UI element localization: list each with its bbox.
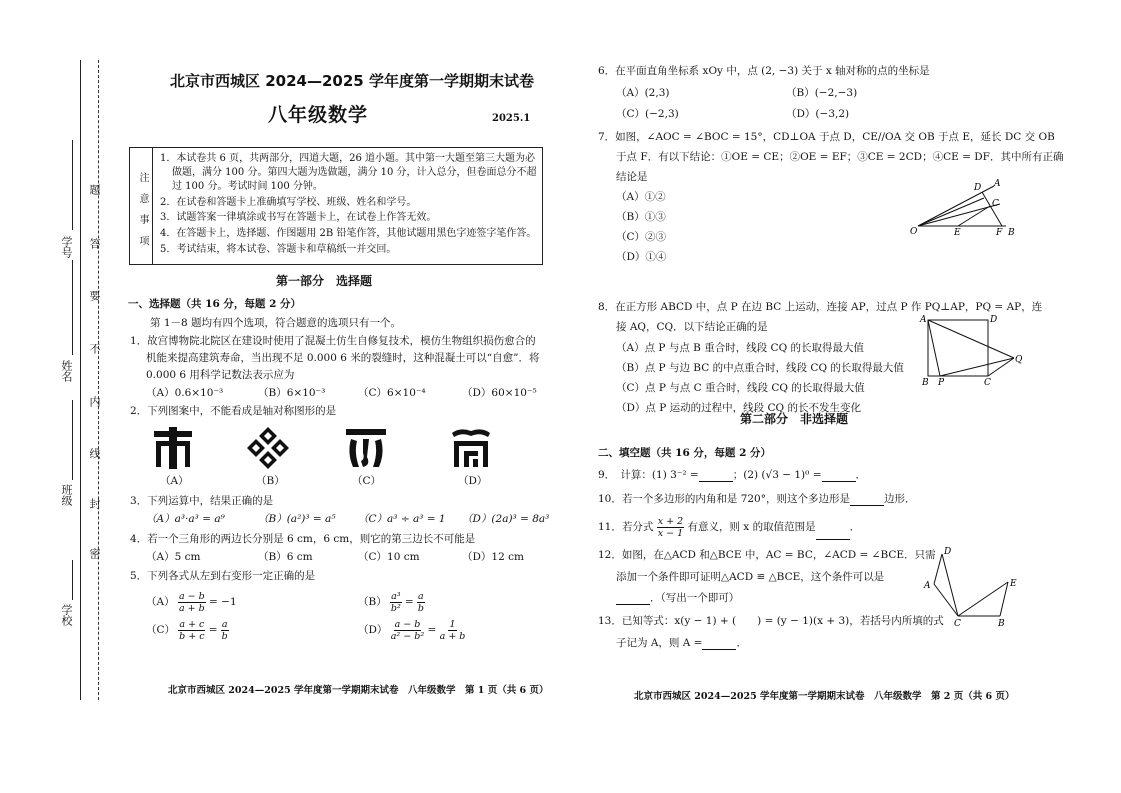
- numerator: a: [221, 618, 228, 630]
- q10-part2: 边形．: [884, 493, 916, 505]
- school-label: 学校: [60, 604, 73, 626]
- fig-label: E: [1010, 579, 1017, 589]
- q3-option[interactable]: （B）(a²)³ = a⁵: [258, 513, 336, 525]
- q10: [598, 492, 916, 506]
- q3-option[interactable]: （C）a³ ÷ a³ = 1: [358, 513, 446, 525]
- number-label: 学号: [60, 236, 73, 258]
- fig-label: D: [944, 547, 952, 557]
- fraction: [178, 591, 206, 614]
- numerator: a + c: [179, 618, 205, 630]
- name-label: 姓名: [60, 360, 73, 382]
- pattern-a-figure[interactable]: [150, 425, 196, 471]
- fig-label: D: [990, 315, 998, 325]
- q11-part1: 11．若分式: [598, 521, 654, 533]
- q10-blank[interactable]: [850, 495, 884, 506]
- class-label: 班级: [60, 484, 73, 506]
- q9-part2: ；(2) (√3 − 1)⁰ =: [732, 469, 822, 481]
- q13-line-2-text: 子记为 A，则 A =: [616, 637, 703, 649]
- seal-char: 内: [88, 396, 101, 407]
- fig-label: C: [954, 619, 961, 628]
- q11: [598, 514, 860, 540]
- equals-sign: =: [208, 624, 218, 636]
- q8-option[interactable]: （D）点 P 运动的过程中，线段 CQ 的长不发生变化: [616, 402, 861, 414]
- q3-stem: 3．下列运算中，结果正确的是: [130, 495, 274, 507]
- q11-part2: 有意义，则 x 的取值范围是: [687, 521, 816, 533]
- q6-option[interactable]: （A）(2,3): [616, 87, 670, 99]
- fig-label: B: [922, 378, 929, 388]
- pattern-c-figure[interactable]: [343, 425, 389, 471]
- q12-line-3-text: ．（写出一个即可）: [650, 592, 740, 604]
- q2-label: （D）: [458, 475, 488, 487]
- fraction: [657, 516, 684, 539]
- q2-stem: 2．下列图案中，不能看成是轴对称图形的是: [130, 405, 337, 417]
- denominator: a + b: [439, 630, 466, 642]
- q12-blank[interactable]: [616, 594, 650, 605]
- fraction: [390, 591, 401, 614]
- seal-char: 题: [88, 184, 101, 195]
- fig-label: F: [996, 228, 1003, 238]
- q5-rhs: = −1: [209, 596, 237, 608]
- section1-note: 第 1－8 题均有四个选项，符合题意的选项只有一个。: [150, 317, 402, 329]
- q4-option[interactable]: （B）6 cm: [258, 551, 313, 563]
- q7-option[interactable]: （A）①②: [616, 191, 666, 203]
- school-blank[interactable]: [72, 560, 73, 600]
- q8-option[interactable]: （C）点 P 与点 C 重合时，线段 CQ 的长取得最大值: [616, 382, 865, 394]
- q3-option[interactable]: （D）(2a)³ = 8a³: [462, 513, 550, 525]
- q1-option[interactable]: （D）60×10⁻⁵: [462, 387, 537, 399]
- q3-option[interactable]: （A）a³·a³ = a⁹: [146, 513, 225, 525]
- numerator: x + 2: [657, 515, 684, 527]
- q6-option[interactable]: （D）(−3,2): [786, 108, 850, 120]
- notice-label-cell: [130, 148, 153, 264]
- q12-line-3: [616, 591, 739, 605]
- fig-label: O: [910, 227, 918, 237]
- q1-option[interactable]: （C）6×10⁻⁴: [358, 387, 426, 399]
- pattern-d-figure[interactable]: [448, 425, 494, 471]
- q9: [598, 468, 866, 482]
- q7-option[interactable]: （D）①④: [616, 251, 667, 263]
- fig-label: A: [924, 581, 931, 591]
- numerator: 1: [449, 618, 456, 630]
- fraction: [440, 619, 466, 642]
- q1-line: 0.000 6 用科学记数法表示应为: [146, 369, 295, 381]
- q7-geometry-figure: [908, 176, 1020, 238]
- fig-label: D: [974, 183, 982, 193]
- section1-title: 一、选择题（共 16 分，每题 2 分）: [128, 298, 302, 310]
- q1-line: 机能来提高建筑寿命，当出现不足 0.000 6 米的裂缝时，这种混凝土可以“自愈”．将: [146, 352, 540, 364]
- class-blank[interactable]: [72, 400, 73, 480]
- denominator: b: [221, 630, 228, 642]
- fig-label: A: [920, 315, 927, 325]
- q13-line-1: 13．已知等式：x(y − 1) + ( ) = (y − 1)(x + 3)，若括号内所填的式: [598, 615, 944, 627]
- q6-stem: 6．在平面直角坐标系 xOy 中，点 (2, −3) 关于 x 轴对称的点的坐标是: [598, 65, 930, 77]
- q9-blank-1[interactable]: [699, 471, 733, 482]
- seal-char: 封: [88, 498, 101, 509]
- q1-option[interactable]: （B）6×10⁻³: [258, 387, 326, 399]
- numerator: a − b: [394, 618, 421, 630]
- q5-stem: 5．下列各式从左到右变形一定正确的是: [130, 570, 316, 582]
- q8-square-figure: [918, 312, 1022, 388]
- denominator: a + b: [178, 602, 205, 614]
- q5-option-label: （B）: [358, 596, 387, 608]
- denominator: b²: [390, 602, 401, 614]
- seal-char: 答: [88, 238, 101, 249]
- q6-option[interactable]: （B）(−2,−3): [786, 87, 858, 99]
- q10-part1: 10．若一个多边形的内角和是 720°，则这个多边形是: [598, 493, 850, 505]
- fig-label: Q: [1015, 355, 1022, 365]
- notice-line: 3．试题答案一律填涂或书写在答题卡上，在试卷上作答无效。: [160, 212, 437, 223]
- q8-line: 8．在正方形 ABCD 中，点 P 在边 BC 上运动，连接 AP，过点 P 作 PQ⊥AP，PQ = AP，连: [598, 301, 1043, 313]
- notice-line: 1．本试卷共 6 页，共两部分，四道大题，26 道小题。其中第一大题至第三大题为必: [160, 153, 535, 164]
- seal-char: 要: [88, 290, 101, 301]
- fig-label: B: [1008, 228, 1015, 238]
- q5-option-d[interactable]: [358, 618, 465, 642]
- numerator: a³: [391, 590, 401, 602]
- seal-char: 不: [88, 343, 101, 354]
- exam-title: 北京市西城区 2024—2025 学年度第一学期期末试卷: [170, 72, 534, 90]
- q4-stem: 4．若一个三角形的两边长分别是 6 cm，6 cm，则它的第三边长不可能是: [130, 533, 476, 545]
- page1-footer: 北京市西城区 2024—2025 学年度第一学期期末试卷 八年级数学 第 1 页（共 6 页）: [168, 685, 549, 696]
- fraction: [391, 619, 424, 642]
- fig-label: E: [954, 228, 961, 238]
- denominator: b: [417, 602, 424, 614]
- notice-line: 过 100 分。考试时间 100 分钟。: [172, 181, 323, 192]
- denominator: a² − b²: [390, 630, 425, 642]
- q5-option-label: （A）: [146, 596, 175, 608]
- q8-option[interactable]: （B）点 P 与边 BC 的中点重合时，线段 CQ 的长取得最大值: [616, 362, 904, 374]
- part1-title: 第一部分 选择题: [276, 274, 373, 288]
- q11-end: ．: [849, 521, 861, 533]
- q5-option-label: （D）: [358, 624, 388, 636]
- q7-line: 结论是: [616, 171, 648, 183]
- page2-footer: 北京市西城区 2024—2025 学年度第一学期期末试卷 八年级数学 第 2 页（共 6 页）: [634, 691, 1015, 702]
- exam-subject: 八年级数学: [268, 104, 369, 126]
- q5-option-label: （C）: [146, 624, 176, 636]
- fraction: [178, 619, 205, 642]
- q5-option-a[interactable]: [146, 590, 237, 614]
- q1-option[interactable]: （A）0.6×10⁻³: [146, 387, 224, 399]
- exam-date: 2025.1: [492, 113, 531, 124]
- section2-title: 二、填空题（共 16 分，每题 2 分）: [598, 447, 772, 459]
- q5-option-b[interactable]: [358, 590, 425, 614]
- fig-label: B: [998, 619, 1005, 628]
- q7-line: 于点 F．有以下结论：①OE = CE；②OE = EF；③CE = 2CD；④CE = DF．其中所有正确: [616, 151, 1064, 163]
- q4-option[interactable]: （C）10 cm: [358, 551, 420, 563]
- notice-line: 做题，满分 100 分。第四大题为选做题，满分 10 分，计入总分，但卷面总分不超: [172, 167, 537, 178]
- fig-label: P: [938, 378, 945, 388]
- fig-label: C: [992, 199, 999, 209]
- q2-label: （A）: [160, 475, 189, 487]
- numerator: a − b: [178, 590, 205, 602]
- fig-label: C: [984, 378, 991, 388]
- fraction: [417, 591, 425, 614]
- q9-part1: 9． 计算：(1) 3⁻² =: [598, 469, 699, 481]
- notice-label: 注 意 事 项: [137, 172, 148, 250]
- q4-option[interactable]: （D）12 cm: [462, 551, 524, 563]
- q8-option[interactable]: （A）点 P 与点 B 重合时，线段 CQ 的长取得最大值: [616, 342, 865, 354]
- q7-line: 7．如图，∠AOC = ∠BOC = 15°，CD⊥OA 于点 D，CE//OA 交 OB 于点 E，延长 DC 交 OB: [598, 131, 1055, 143]
- fraction: [221, 619, 229, 642]
- number-blank[interactable]: [72, 140, 73, 230]
- equals-sign: =: [427, 624, 437, 636]
- q8-line: 接 AQ，CQ．以下结论正确的是: [616, 321, 768, 333]
- denominator: b + c: [179, 630, 205, 642]
- q13-end: ．: [736, 637, 747, 649]
- name-blank[interactable]: [72, 260, 73, 355]
- binding-line-left: [80, 60, 81, 700]
- pattern-b-figure[interactable]: [245, 425, 291, 471]
- q9-blank-2[interactable]: [822, 471, 856, 482]
- q11-blank[interactable]: [816, 529, 850, 540]
- part2-title: 第二部分 非选择题: [740, 412, 849, 426]
- q5-option-c[interactable]: [146, 618, 229, 642]
- seal-char: 线: [88, 448, 101, 459]
- equals-sign: =: [404, 596, 414, 608]
- q12-line: 添加一个条件即可证明△ACD ≌ △BCE，这个条件可以是: [616, 571, 885, 583]
- numerator: a: [418, 590, 424, 602]
- q7-option[interactable]: （B）①③: [616, 211, 666, 223]
- seal-char: 密: [88, 548, 101, 559]
- q2-label: （B）: [256, 475, 285, 487]
- q7-option[interactable]: （C）②③: [616, 231, 667, 243]
- notice-line: 4．在答题卡上，选择题、作图题用 2B 铅笔作答，其他试题用黑色字迹签字笔作答。: [160, 228, 537, 239]
- q6-option[interactable]: （C）(−2,3): [616, 108, 679, 120]
- fig-label: A: [994, 179, 1001, 189]
- binding-line-right: [98, 60, 99, 700]
- notice-line: 5．考试结束，将本试卷、答题卡和草稿纸一并交回。: [160, 244, 397, 255]
- q9-end: ．: [855, 469, 866, 481]
- q13-blank[interactable]: [702, 639, 736, 650]
- denominator: x − 1: [657, 527, 684, 539]
- q12-line: 12．如图，在△ACD 和△BCE 中，AC = BC，∠ACD = ∠BCE．只需: [598, 549, 936, 561]
- q1-line: 1．故宫博物院北院区在建设时使用了混凝土仿生自修复技术，模仿生物组织损伤愈合的: [130, 335, 536, 347]
- q4-option[interactable]: （A）5 cm: [146, 551, 201, 563]
- q13-line-2: [616, 636, 747, 650]
- q2-label: （C）: [352, 475, 382, 487]
- notice-line: 2．在试卷和答题卡上准确填写学校、班级、姓名和学号。: [160, 197, 417, 208]
